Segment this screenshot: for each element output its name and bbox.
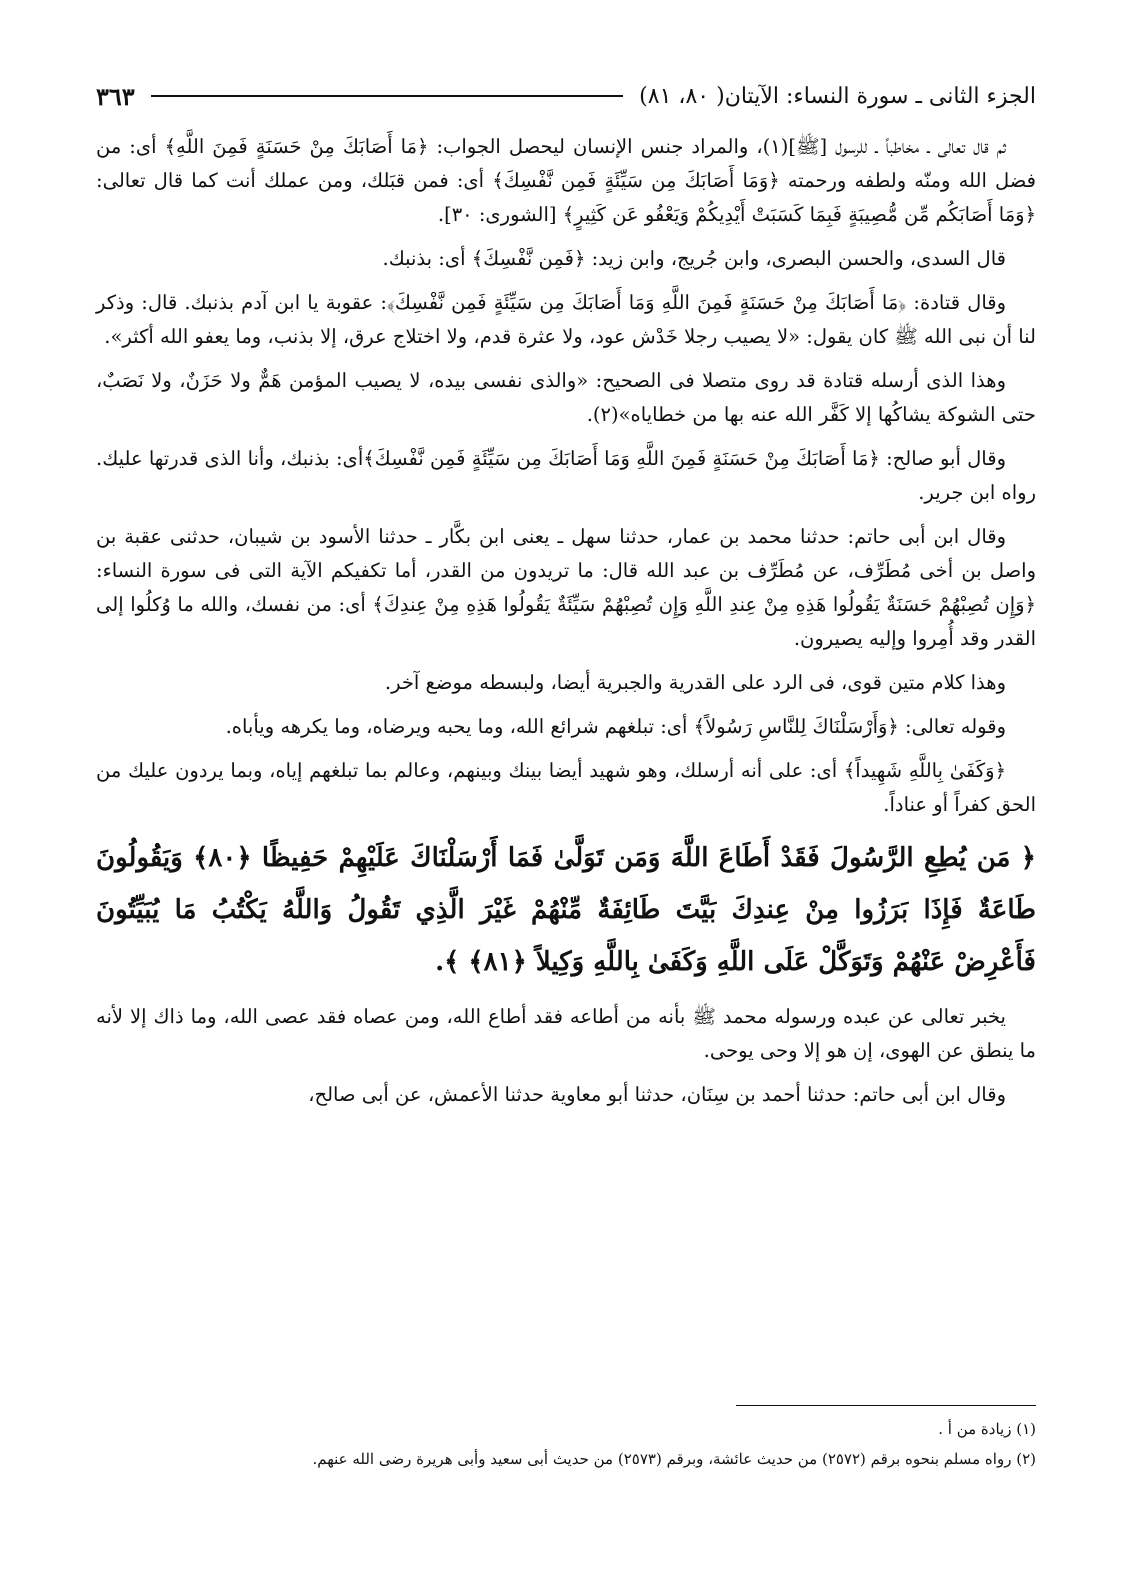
paragraph: وقال أبو صالح: ﴿مَا أَصَابَكَ مِنْ حَسَنَةٍ فَمِنَ اللَّهِ وَمَا أَصَابَكَ مِن سَيِّئَةٍ فَمِن نَّفْسِكَ﴾أى: بذنبك، وأنا الذى قدرتها عليك. رواه ابن جرير. <box>96 447 1036 504</box>
body-text <box>96 130 1036 1112</box>
paragraph: ثم قال تعالى ـ مخاطباً ـ للرسول [ﷺ](١)، والمراد جنس الإنسان ليحصل الجواب: ﴿مَا أَصَابَكَ مِنْ حَسَنَةٍ فَمِنَ اللَّهِ﴾ أى: من فضل الله ومنّه ولطفه ورحمته ﴿وَمَا أَصَابَكَ مِن سَيِّئَةٍ فَمِن نَّفْسِكَ﴾ أى: فمن قبَلك، ومن عملك أنت كما قال تعالى: ﴿وَمَا أَصَابَكُم مِّن مُّصِيبَةٍ فَبِمَا كَسَبَتْ أَيْدِيكُمْ وَيَعْفُو عَن كَثِيرٍ﴾ [الشورى: ٣٠]. <box>96 135 1036 226</box>
footnote: (١) زيادة من أ . <box>938 1420 1036 1438</box>
paragraph: وقال ابن أبى حاتم: حدثنا محمد بن عمار، حدثنا سهل ـ يعنى ابن بكَّار ـ حدثنا الأسود بن شيبان، حدثنى عقبة بن واصل بن أخى مُطَرِّف، عن مُطَرِّف بن عبد الله قال: ما تريدون من القدر، أما تكفيكم الآية التى فى سورة النساء: ﴿وَإِن تُصِبْهُمْ حَسَنَةٌ يَقُولُوا هَذِهِ مِنْ عِندِ اللَّهِ وَإِن تُصِبْهُمْ سَيِّئَةٌ يَقُولُوا هَذِهِ مِنْ عِندِكَ﴾ أى: من نفسك، والله ما وُكلُوا إلى القدر وقد أُمِروا وإليه يصيرون. <box>96 525 1036 650</box>
paragraph: ﴿وَكَفَىٰ بِاللَّهِ شَهِيداً﴾ أى: على أنه أرسلك، وهو شهيد أيضا بينك وبينهم، وعالم بما تبلغهم إياه، وبما يردون عليك من الحق كفراً أو عناداً. <box>96 759 1036 816</box>
paragraph: وقوله تعالى: ﴿وَأَرْسَلْنَاكَ لِلنَّاسِ رَسُولاً﴾ أى: تبلغهم شرائع الله، وما يحبه ويرضاه، وما يكرهه ويأباه. <box>225 715 1006 738</box>
running-title: الجزء الثانى ـ سورة النساء: الآيتان( ٨٠، ٨١) <box>639 83 1036 109</box>
footnotes <box>96 1405 1036 1474</box>
quran-verse-block: ﴿ مَن يُطِعِ الرَّسُولَ فَقَدْ أَطَاعَ اللَّهَ وَمَن تَوَلَّىٰ فَمَا أَرْسَلْنَاكَ عَلَيْهِمْ حَفِيظًا ﴿٨٠﴾ وَيَقُولُونَ طَاعَةٌ فَإِذَا بَرَزُوا مِنْ عِندِكَ بَيَّتَ طَائِفَةٌ مِّنْهُمْ غَيْرَ الَّذِي تَقُولُ وَاللَّهُ يَكْتُبُ مَا يُبَيِّتُونَ فَأَعْرِضْ عَنْهُمْ وَتَوَكَّلْ عَلَى اللَّهِ وَكَفَىٰ بِاللَّهِ وَكِيلاً ﴿٨١﴾ ﴾. <box>96 843 1037 977</box>
paragraph: قال السدى، والحسن البصرى، وابن جُريج، وابن زيد: ﴿فَمِن نَّفْسِكَ﴾ أى: بذنبك. <box>382 247 1006 270</box>
footnote-rule <box>736 1405 1036 1406</box>
paragraph: وقال قتادة: ﴿مَا أَصَابَكَ مِنْ حَسَنَةٍ فَمِنَ اللَّهِ وَمَا أَصَابَكَ مِن سَيِّئَةٍ فَمِن نَّفْسِكَ﴾: عقوبة يا ابن آدم بذنبك. قال: وذكر لنا أن نبى الله ﷺ كان يقول: «لا يصيب رجلا خَدْش عود، ولا عثرة قدم، ولا اختلاج عرق، إلا بذنب، وما يعفو الله أكثر». <box>96 291 1036 348</box>
paragraph: وهذا كلام متين قوى، فى الرد على القدرية والجبرية أيضا، ولبسطه موضع آخر. <box>384 671 1006 694</box>
running-header <box>96 78 1036 114</box>
paragraph: وقال ابن أبى حاتم: حدثنا أحمد بن سِنَان، حدثنا أبو معاوية حدثنا الأعمش، عن أبى صالح، <box>308 1083 1006 1106</box>
header-rule <box>151 95 623 97</box>
footnote: (٢) رواه مسلم بنحوه برقم (٢٥٧٢) من حديث عائشة، وبرقم (٢٥٧٣) من حديث أبى سعيد وأبى هريرة رضى الله عنهم. <box>312 1450 1036 1468</box>
paragraph: يخبر تعالى عن عبده ورسوله محمد ﷺ بأنه من أطاعه فقد أطاع الله، ومن عصاه فقد عصى الله، وما ذاك إلا لأنه ما ينطق عن الهوى، إن هو إلا وحى يوحى. <box>96 1005 1036 1062</box>
page-number: ٣٦٣ <box>96 81 135 111</box>
paragraph: وهذا الذى أرسله قتادة قد روى متصلا فى الصحيح: «والذى نفسى بيده، لا يصيب المؤمن هَمٌّ ولا حَزَنٌ، ولا نَصَبٌ، حتى الشوكة يشاكُها إلا كَفَّر الله عنه بها من خطاياه»(٢). <box>96 369 1036 426</box>
